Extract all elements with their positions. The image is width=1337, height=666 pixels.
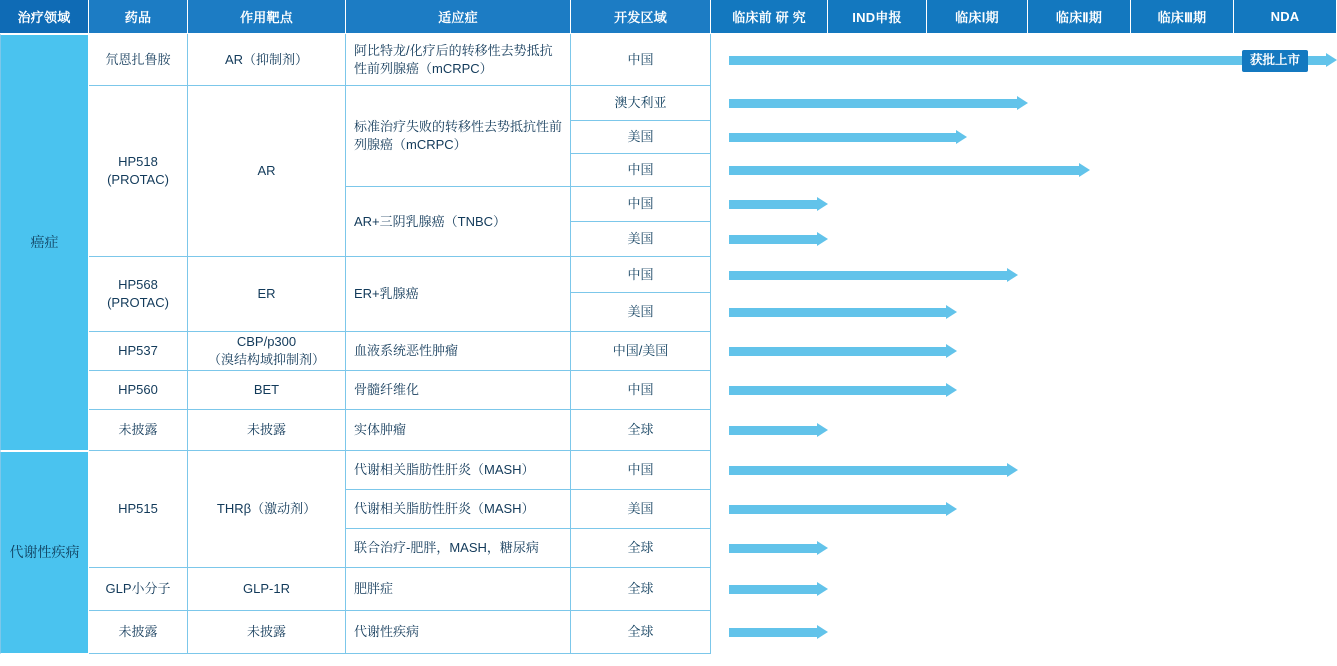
cell-text-line: 代谢性疾病 (9, 544, 80, 561)
phase-column-header: IND申报 (828, 0, 927, 34)
drug-name-cell (89, 257, 188, 332)
cell-text-line: 中国 (627, 162, 654, 178)
indication-cell (346, 568, 571, 611)
progress-bar-shaft (729, 271, 1007, 280)
cell-text-line: 美国 (627, 304, 654, 320)
cell-text-line: 中国 (627, 51, 654, 67)
progress-bar-shaft (729, 386, 946, 395)
target-cell (188, 371, 346, 410)
region-cell (571, 293, 711, 332)
cell-text-line: 标准治疗失败的转移性去势抵抗性前列腺癌（mCRPC） (354, 119, 563, 152)
region-cell (571, 529, 711, 568)
therapeutic-area-cell (0, 34, 89, 451)
drug-name-cell (89, 371, 188, 410)
progress-bar-shaft (729, 133, 956, 142)
cell-text-line: AR（抑制剂） (224, 51, 309, 67)
cell-text-line: (PROTAC) (107, 295, 169, 310)
cell-text-line: （溴结构域抑制剂） (207, 352, 325, 367)
cell-text-line: 中国 (627, 266, 654, 282)
phase-column-header: NDA (1234, 0, 1337, 34)
cell-text-line: 未披露 (118, 624, 158, 640)
phase-gridline (927, 34, 928, 654)
target-cell (188, 611, 346, 654)
region-cell (571, 371, 711, 410)
region-cell (571, 187, 711, 222)
phase-column-header: 临床Ⅱ期 (1028, 0, 1131, 34)
drug-name-cell (89, 34, 188, 86)
cell-text-line: AR+三阴乳腺癌（TNBC） (354, 213, 507, 229)
drug-name-cell (89, 86, 188, 257)
progress-bar-shaft (729, 235, 817, 244)
phase-bars-area (711, 34, 1337, 654)
status-badge: 获批上市 (1242, 50, 1308, 72)
progress-bar-shaft (729, 166, 1079, 175)
indication-cell (346, 332, 571, 371)
cell-text-line: 癌症 (30, 234, 59, 251)
region-cell (571, 332, 711, 371)
cell-text-line: 代谢相关脂肪性肝炎（MASH） (354, 501, 535, 517)
target-cell (188, 34, 346, 86)
progress-bar-shaft (729, 200, 817, 209)
cell-text-line: 代谢相关脂肪性肝炎（MASH） (354, 462, 535, 478)
cell-text-line: 联合治疗-肥胖，MASH，糖尿病 (354, 540, 539, 556)
target-cell (188, 451, 346, 568)
progress-bar-arrowhead (817, 625, 828, 639)
progress-bar-shaft (729, 99, 1017, 108)
cell-text-line: THRβ（激动剂） (216, 501, 317, 517)
indication-cell (346, 451, 571, 490)
region-cell (571, 568, 711, 611)
drug-name-cell (89, 451, 188, 568)
phase-column-header: 临床Ⅰ期 (927, 0, 1028, 34)
drug-name-cell (89, 410, 188, 451)
drug-name-cell (89, 611, 188, 654)
phase-column-header: 临床Ⅲ期 (1131, 0, 1234, 34)
progress-bar-shaft (729, 466, 1007, 475)
cell-text-line: 代谢性疾病 (354, 624, 420, 640)
phase-gridline (1234, 34, 1235, 654)
cell-text-line: 澳大利亚 (614, 95, 667, 111)
progress-bar-shaft (729, 585, 817, 594)
cell-text-line: 全球 (627, 624, 654, 640)
indication-cell (346, 187, 571, 257)
cell-text-line: 氘恩扎鲁胺 (105, 51, 171, 67)
cell-text-line: 中国 (627, 462, 654, 478)
progress-bar-arrowhead (1079, 163, 1090, 177)
drug-name-cell (89, 568, 188, 611)
indication-cell (346, 86, 571, 187)
progress-bar-arrowhead (817, 582, 828, 596)
cell-text-line: 未披露 (118, 422, 158, 438)
phase-gridline (1028, 34, 1029, 654)
progress-bar-shaft (729, 505, 946, 514)
indication-cell (346, 490, 571, 529)
cell-text-line: HP568 (118, 277, 158, 293)
region-cell (571, 257, 711, 293)
cell-text-line: 中国 (627, 382, 654, 398)
cell-text-line: 实体肿瘤 (354, 422, 407, 438)
cell-text-line: 美国 (627, 129, 654, 145)
progress-bar-arrowhead (956, 130, 967, 144)
cell-text-line: 肥胖症 (354, 581, 394, 597)
cell-text-line: CBP/p300 (236, 334, 297, 350)
progress-bar-arrowhead (946, 383, 957, 397)
pipeline-table-body (0, 34, 711, 654)
indication-cell (346, 257, 571, 332)
cell-text-line: 未披露 (246, 422, 286, 438)
cell-text-line: 美国 (627, 501, 654, 517)
target-cell (188, 410, 346, 451)
cell-text-line: ER (257, 286, 276, 302)
column-header: 开发区域 (571, 0, 711, 34)
region-cell (571, 86, 711, 121)
cell-text-line: 全球 (627, 422, 654, 438)
progress-bar-shaft (729, 426, 817, 435)
progress-bar-shaft (729, 56, 1326, 65)
phase-gridline (828, 34, 829, 654)
column-header: 适应症 (346, 0, 571, 34)
cell-text-line: BET (253, 382, 280, 398)
indication-cell (346, 34, 571, 86)
cell-text-line: HP518 (118, 154, 158, 170)
cell-text-line: (PROTAC) (107, 172, 169, 187)
progress-bar-arrowhead (1326, 53, 1337, 67)
cell-text-line: 全球 (627, 581, 654, 597)
region-cell (571, 410, 711, 451)
region-cell (571, 611, 711, 654)
therapeutic-area-cell (0, 451, 89, 654)
cell-text-line: 全球 (627, 540, 654, 556)
table-header-row (0, 0, 1337, 34)
target-cell (188, 257, 346, 332)
indication-cell (346, 410, 571, 451)
progress-bar-arrowhead (817, 423, 828, 437)
progress-bar-shaft (729, 628, 817, 637)
progress-bar-shaft (729, 308, 946, 317)
cell-text-line: GLP-1R (243, 581, 290, 597)
progress-bar-shaft (729, 347, 946, 356)
cell-text-line: HP537 (118, 343, 158, 359)
phase-column-header: 临床前 研 究 (711, 0, 828, 34)
cell-text-line: 美国 (627, 231, 654, 247)
region-cell (571, 222, 711, 257)
progress-bar-arrowhead (1007, 463, 1018, 477)
region-cell (571, 451, 711, 490)
cell-text-line: 血液系统恶性肿瘤 (354, 343, 459, 359)
cell-text-line: 中国/美国 (612, 343, 669, 359)
target-cell (188, 86, 346, 257)
cell-text-line: 中国 (627, 196, 654, 212)
cell-text-line: GLP小分子 (105, 581, 171, 597)
region-cell (571, 490, 711, 529)
cell-text-line: 未披露 (246, 624, 286, 640)
region-cell (571, 121, 711, 154)
cell-text-line: 骨髓纤维化 (354, 382, 420, 398)
indication-cell (346, 611, 571, 654)
region-cell (571, 154, 711, 187)
cell-text-line: 阿比特龙/化疗后的转移性去势抵抗性前列腺癌（mCRPC） (354, 42, 553, 76)
progress-bar-arrowhead (817, 197, 828, 211)
target-cell (188, 332, 346, 371)
cell-text-line: HP515 (118, 501, 158, 517)
progress-bar-arrowhead (946, 502, 957, 516)
column-header: 药品 (89, 0, 188, 34)
progress-bar-arrowhead (946, 344, 957, 358)
column-header: 治疗领域 (0, 0, 89, 34)
progress-bar-arrowhead (1007, 268, 1018, 282)
indication-cell (346, 529, 571, 568)
progress-bar-arrowhead (1017, 96, 1028, 110)
drug-name-cell (89, 332, 188, 371)
region-cell (571, 34, 711, 86)
indication-cell (346, 371, 571, 410)
column-header: 作用靶点 (188, 0, 346, 34)
progress-bar-arrowhead (946, 305, 957, 319)
progress-bar-shaft (729, 544, 817, 553)
target-cell (188, 568, 346, 611)
cell-text-line: ER+乳腺癌 (354, 286, 419, 302)
cell-text-line: HP560 (118, 382, 158, 398)
progress-bar-arrowhead (817, 541, 828, 555)
progress-bar-arrowhead (817, 232, 828, 246)
cell-text-line: AR (257, 163, 276, 179)
phase-gridline (1131, 34, 1132, 654)
